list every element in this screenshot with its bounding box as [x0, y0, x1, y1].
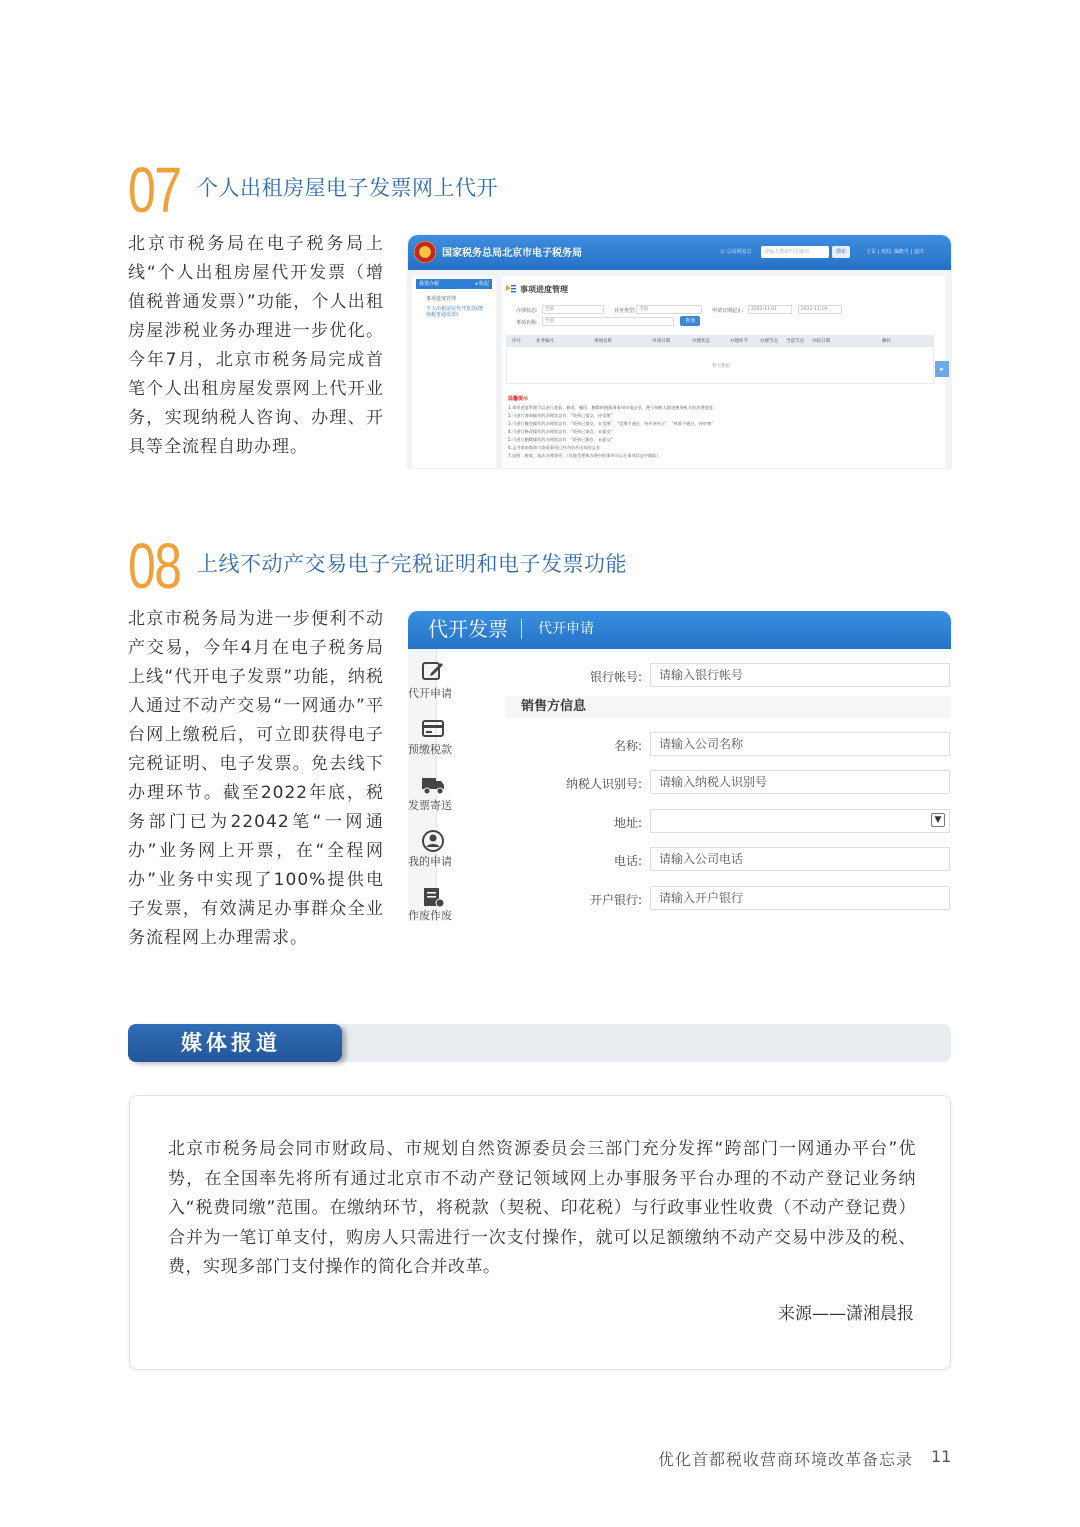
invoice-side-rail [408, 649, 452, 921]
etax-header [408, 235, 951, 270]
col-header: 办理环节 [730, 339, 748, 344]
seller-section-title: 销售方信息 [505, 696, 951, 718]
sidebar-header-label: 我要办税 [419, 281, 440, 287]
bank-account-input[interactable]: 请输入银行帐号 [650, 663, 950, 687]
name-filter-label: 事项名称: [516, 320, 538, 326]
section-08-title: 上线不动产交易电子完税证明和电子发票功能 [197, 552, 627, 576]
bank-label: 开户银行: [589, 893, 642, 907]
rail-item-my-requests[interactable]: 我的申请 [408, 855, 452, 868]
sidebar-item-progress[interactable]: 事项进度管理 [426, 296, 457, 302]
date-start-input[interactable]: 2022-11-01 [748, 305, 792, 314]
query-button[interactable]: 查询 [680, 316, 700, 326]
media-quote-source: 来源——潇湘晨报 [778, 1304, 914, 1324]
taxid-label: 纳税人识别号: [565, 777, 642, 791]
progress-menu-icon [506, 284, 516, 294]
name-label: 名称: [613, 739, 642, 753]
col-header: 操作 [882, 339, 891, 344]
date-end-input[interactable]: 2022-11-19 [798, 305, 842, 314]
section-07-title: 个人出租房屋电子发票网上代开 [197, 176, 498, 200]
status-filter-label: 办理状态: [516, 308, 538, 314]
etax-sidebar [412, 276, 496, 468]
address-label: 地址: [613, 816, 642, 830]
media-title: 媒体报道 [181, 1031, 281, 1055]
name-filter-select[interactable]: 全部 [542, 317, 674, 326]
tips-title: 温馨提示 [508, 396, 529, 402]
invoice-header [408, 611, 951, 649]
address-select[interactable] [650, 809, 950, 833]
footer-title: 优化首都税收营商环境改革备忘录 [657, 1450, 913, 1469]
invoice-header-subtitle: 代开申请 [538, 621, 594, 637]
tax-filter-select[interactable]: 全部 [636, 305, 702, 314]
etax-main [502, 276, 945, 468]
tip-line: 5.可进行删除操作的办理状态有：“资料已保存、未提交” [508, 437, 613, 442]
col-header: 序号 [512, 339, 521, 344]
section-07-body: 北京市税务局在电子税务局上线“个人出租房屋代开发票（增值税普通发票）”功能，个人出租房屋涉税业务办理进一步优化。今年7月，北京市税务局完成首笔个人出租房屋发票网上代开业务，实现纳税人咨询、办理、开具等全流程自助办理。 [128, 234, 384, 457]
truck-icon[interactable] [420, 773, 446, 797]
phone-label: 电话: [613, 854, 642, 868]
status-filter-select[interactable]: 全部 [542, 305, 604, 314]
tax-filter-label: 业务类型: [614, 308, 636, 314]
user-icon[interactable] [420, 829, 446, 853]
media-quote-text: 北京市税务局会同市财政局、市规划自然资源委员会三部门充分发挥“跨部门一网通办平台”优势，在全国率先将所有通过北京市不动产登记领域网上办事服务平台办理的不动产登记业务纳入“税费同缴”范围。在缴纳环节，将税款（契税、印花税）与行政事业性收费（不动产登记费）合并为一笔订单支付，购房人只需进行一次支付操作，就可以足额缴纳不动产交易中涉及的税、费，实现多部门支付操作的简化合并改革。 [168, 1139, 916, 1277]
edit-icon[interactable] [420, 659, 446, 683]
sidebar-subitem-rental-invoice[interactable]: 个人出租房屋代开发票(增值税普通发票) [426, 306, 483, 318]
rail-item-apply[interactable]: 代开申请 [408, 687, 452, 700]
tax-emblem-icon [414, 241, 436, 263]
tip-line: 4.可进行修改操作的办理状态有：“资料已保存、未提交” [508, 429, 613, 434]
tip-line: 6.文书查询查询可查看事项已经办结并出具的文书 [508, 445, 600, 450]
sidebar-collapse[interactable]: ◂ 收起 [474, 281, 489, 287]
chevron-down-icon[interactable]: ▼ [931, 813, 945, 827]
tip-line: 7.说明：税收、依法办理事项：（其他受理和办理中的事项可以在事项状态中跟踪） [508, 453, 661, 458]
col-header: 业务编号 [536, 339, 554, 344]
section-08-body: 北京市税务局为进一步便利不动产交易，今年4月在电子税务局上线“代开电子发票”功能，纳税人通过不动产交易“一网通办”平台网上缴税后，可立即获得电子完税证明、电子发票。免去线下办理环节。截至2022年底，税务部门已为22042笔“一网通办”业务网上开票，在“全程网办”业务中实现了100%提供电子发票，有效满足办事群众全业务流程网上办理需求。 [128, 609, 384, 948]
company-name-input[interactable]: 请输入公司名称 [650, 732, 950, 756]
section-07-number: 07 [128, 154, 181, 226]
etax-progress-screenshot [408, 235, 951, 468]
tip-line: 2.可进行查询操作的办理状态有：“资料已提交、待受理” [508, 413, 613, 418]
taxid-input[interactable]: 请输入纳税人识别号 [650, 770, 950, 794]
rail-item-prepay[interactable]: 预缴税款 [408, 743, 452, 756]
col-header: 申请日期 [652, 339, 670, 344]
page-number: 11 [931, 1447, 952, 1466]
float-service-button[interactable]: ▸ [935, 361, 949, 377]
bank-input[interactable]: 请输入开户银行 [650, 886, 950, 910]
main-title: 事项进度管理 [520, 285, 568, 294]
sidebar-header[interactable] [416, 279, 492, 289]
header-divider [521, 619, 522, 639]
rail-item-delivery[interactable]: 发票寄送 [408, 799, 452, 812]
tip-line: 1.事项进度管理可以进行查看、修改、撤回、删除纳税服务事项申请记录，便于纳税人跟进税务机关的处理进度。 [508, 405, 718, 410]
tip-line: 3.可进行撤回操作的办理状态有：“资料已提交、未受理”、“受理不通过、待补齐补正”、“核准不通过、待审核” [508, 421, 714, 426]
col-header: 办理状态 [692, 339, 710, 344]
date-filter-label: 申请日期起止: [712, 308, 744, 314]
etax-search-button[interactable]: 搜索 [832, 246, 850, 258]
section-08-number: 08 [128, 530, 181, 602]
etax-site-title: 国家税务总局北京市电子税务局 [442, 248, 582, 259]
etax-search-input[interactable]: 请输入搜索的关键词 [761, 246, 829, 258]
etax-top-link[interactable]: 公 总局网站总 [720, 249, 752, 255]
col-header: 办理节点 [760, 339, 778, 344]
phone-input[interactable]: 请输入公司电话 [650, 847, 950, 871]
etax-user-links[interactable]: 主页 | 欢迎, 编账号 | 退出 [866, 249, 924, 255]
table-empty-text: 暂无数据 [712, 364, 730, 369]
card-icon[interactable] [420, 717, 446, 741]
col-header: 办结日期 [812, 339, 830, 344]
invoice-header-title: 代开发票 [428, 617, 508, 641]
bank-account-label: 银行帐号: [589, 670, 642, 684]
table-header [506, 335, 934, 346]
col-header: 当前节点 [786, 339, 804, 344]
void-invoice-icon[interactable] [420, 885, 446, 909]
col-header: 事项名称 [594, 339, 612, 344]
rail-item-void[interactable]: 作废作废 [408, 909, 452, 921]
invoice-form-screenshot [408, 611, 951, 921]
